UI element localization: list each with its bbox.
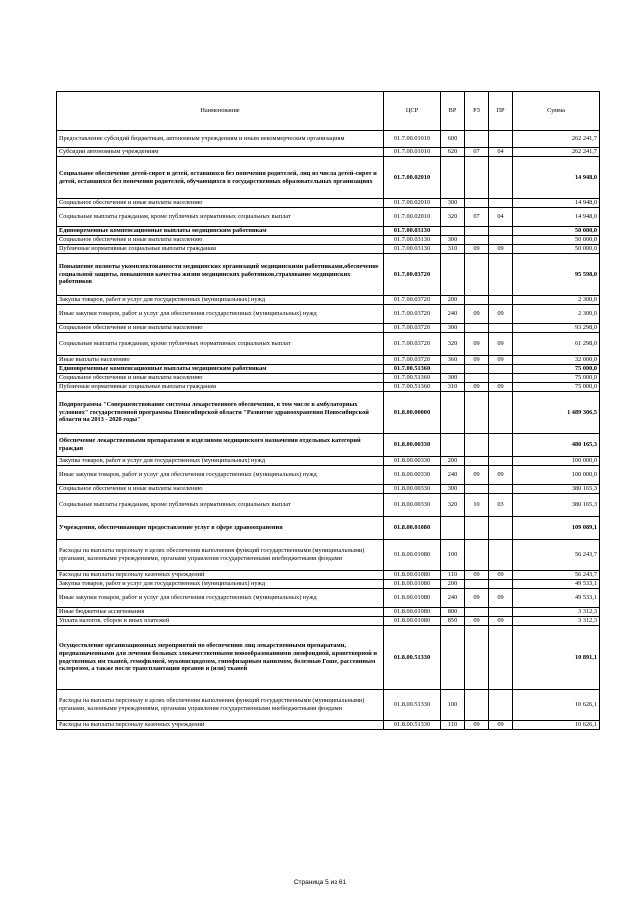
cell-csr: 01.7.00.03720 xyxy=(384,296,441,305)
cell-pr xyxy=(489,365,513,374)
cell-name: Подпрограмма "Совершенствование системы лекарственного обеспечения, в том числе в амбулаторных условиях" государственной программы Новосибирской области "Развитие здравоохранения Новосибирской области на 2013 - 2020 годы" xyxy=(57,392,384,434)
cell-rz xyxy=(465,457,489,466)
cell-sum: 100 000,0 xyxy=(513,457,600,466)
cell-pr xyxy=(489,626,513,690)
cell-pr xyxy=(489,236,513,245)
cell-sum: 56 243,7 xyxy=(513,540,600,571)
cell-sum: 49 533,1 xyxy=(513,580,600,589)
cell-vr xyxy=(441,392,465,434)
table-row xyxy=(57,517,600,540)
cell-rz: 07 xyxy=(465,148,489,157)
cell-csr: 01.7.00.51360 xyxy=(384,383,441,392)
cell-sum: 2 300,0 xyxy=(513,296,600,305)
cell-pr: 09 xyxy=(489,617,513,626)
cell-name: Закупка товаров, работ и услуг для государственных (муниципальных) нужд xyxy=(57,580,384,589)
cell-csr: 01.8.00.51330 xyxy=(384,626,441,690)
cell-sum: 56 243,7 xyxy=(513,571,600,580)
table-row xyxy=(57,589,600,608)
cell-sum: 380 165,3 xyxy=(513,485,600,494)
cell-csr: 01.7.00.03720 xyxy=(384,356,441,365)
cell-rz xyxy=(465,626,489,690)
cell-name: Социальное обеспечение и иные выплаты населению xyxy=(57,485,384,494)
cell-csr: 01.7.00.02010 xyxy=(384,199,441,208)
cell-vr xyxy=(441,365,465,374)
cell-rz xyxy=(465,517,489,540)
cell-vr: 320 xyxy=(441,208,465,227)
cell-pr xyxy=(489,157,513,199)
cell-pr xyxy=(489,131,513,148)
cell-csr: 01.8.00.01080 xyxy=(384,608,441,617)
cell-rz xyxy=(465,690,489,721)
cell-name: Учреждения, обеспечивающие предоставление услуг в сфере здравоохранения xyxy=(57,517,384,540)
cell-vr: 850 xyxy=(441,617,465,626)
cell-name: Единовременные компенсационные выплаты медицинским работникам xyxy=(57,227,384,236)
cell-sum: 50 000,0 xyxy=(513,227,600,236)
cell-vr: 300 xyxy=(441,485,465,494)
cell-rz xyxy=(465,199,489,208)
cell-csr: 01.8.00.00330 xyxy=(384,466,441,485)
cell-name: Иные выплаты населению xyxy=(57,356,384,365)
cell-sum: 262 241,7 xyxy=(513,148,600,157)
table-row xyxy=(57,485,600,494)
cell-rz xyxy=(465,131,489,148)
cell-csr: 01.8.00.00330 xyxy=(384,457,441,466)
header-csr: ЦСР xyxy=(384,92,441,131)
cell-name: Социальные выплаты гражданам, кроме публичных нормативных социальных выплат xyxy=(57,333,384,356)
cell-vr xyxy=(441,157,465,199)
cell-pr: 09 xyxy=(489,356,513,365)
table-row xyxy=(57,457,600,466)
cell-rz xyxy=(465,434,489,457)
cell-csr: 01.8.00.01080 xyxy=(384,540,441,571)
cell-sum: 262 241,7 xyxy=(513,131,600,148)
cell-name: Иные закупки товаров, работ и услуг для обеспечения государственных (муниципальных) нужд xyxy=(57,305,384,324)
cell-csr: 01.7.00.02010 xyxy=(384,157,441,199)
cell-vr: 300 xyxy=(441,199,465,208)
cell-rz xyxy=(465,324,489,333)
cell-csr: 01.8.00.01080 xyxy=(384,517,441,540)
cell-sum: 380 165,3 xyxy=(513,494,600,517)
cell-pr xyxy=(489,434,513,457)
cell-vr: 200 xyxy=(441,580,465,589)
cell-csr: 01.8.00.51330 xyxy=(384,721,441,730)
cell-vr: 200 xyxy=(441,296,465,305)
cell-vr: 800 xyxy=(441,608,465,617)
cell-rz: 09 xyxy=(465,356,489,365)
cell-sum: 49 533,1 xyxy=(513,589,600,608)
cell-name: Расходы на выплаты персоналу казенных учреждений xyxy=(57,721,384,730)
cell-rz xyxy=(465,157,489,199)
cell-csr: 01.8.00.00000 xyxy=(384,392,441,434)
table-row xyxy=(57,333,600,356)
cell-name: Социальное обеспечение и иные выплаты населению xyxy=(57,324,384,333)
cell-name: Единовременные компенсационные выплаты медицинским работникам xyxy=(57,365,384,374)
table-row xyxy=(57,617,600,626)
cell-pr xyxy=(489,517,513,540)
cell-pr xyxy=(489,690,513,721)
cell-name: Закупка товаров, работ и услуг для государственных (муниципальных) нужд xyxy=(57,296,384,305)
table-row xyxy=(57,208,600,227)
cell-name: Социальные выплаты гражданам, кроме публичных нормативных социальных выплат xyxy=(57,208,384,227)
cell-sum: 50 000,0 xyxy=(513,245,600,254)
cell-sum: 480 165,3 xyxy=(513,434,600,457)
cell-pr: 09 xyxy=(489,305,513,324)
cell-name: Повышение полноты укомплектованности медицинских организаций медицинскими работниками,обеспечение социальной защиты, повышения качества жизни медицинских работников,страхование медицинских работников xyxy=(57,254,384,296)
cell-vr xyxy=(441,434,465,457)
cell-csr: 01.7.00.03130 xyxy=(384,236,441,245)
cell-rz xyxy=(465,227,489,236)
cell-pr: 09 xyxy=(489,245,513,254)
cell-csr: 01.8.00.51330 xyxy=(384,690,441,721)
cell-sum: 1 489 306,5 xyxy=(513,392,600,434)
cell-rz xyxy=(465,392,489,434)
cell-name: Закупка товаров, работ и услуг для государственных (муниципальных) нужд xyxy=(57,457,384,466)
table-row xyxy=(57,254,600,296)
cell-pr xyxy=(489,540,513,571)
cell-vr xyxy=(441,517,465,540)
cell-rz: 10 xyxy=(465,494,489,517)
cell-rz: 09 xyxy=(465,305,489,324)
cell-name: Иные закупки товаров, работ и услуг для обеспечения государственных (муниципальных) нужд xyxy=(57,589,384,608)
table-header-row xyxy=(57,92,600,131)
cell-csr: 01.8.00.00330 xyxy=(384,494,441,517)
header-rz: РЗ xyxy=(465,92,489,131)
cell-vr: 100 xyxy=(441,540,465,571)
table-row xyxy=(57,245,600,254)
cell-vr: 310 xyxy=(441,383,465,392)
table-row xyxy=(57,608,600,617)
cell-sum: 32 000,0 xyxy=(513,356,600,365)
table-row xyxy=(57,571,600,580)
table-row xyxy=(57,324,600,333)
cell-vr: 110 xyxy=(441,721,465,730)
cell-rz xyxy=(465,254,489,296)
cell-name: Осуществление организационных мероприятий по обеспечению лиц лекарственными препаратами, предназначенными для лечения больных злокачественными новообразованиями лимфоидной, кроветворной и родственных им тканей, гемофилией, муковисцидозом, гипофизарным нанизмом, болезнью Гоше, рассеянным склерозом, а также после трансплантации органов и (или) тканей xyxy=(57,626,384,690)
cell-name: Уплата налогов, сборов и иных платежей xyxy=(57,617,384,626)
cell-rz: 09 xyxy=(465,245,489,254)
cell-pr xyxy=(489,374,513,383)
cell-pr xyxy=(489,392,513,434)
cell-pr: 03 xyxy=(489,494,513,517)
cell-pr xyxy=(489,608,513,617)
cell-vr: 360 xyxy=(441,356,465,365)
table-row xyxy=(57,356,600,365)
cell-pr xyxy=(489,457,513,466)
cell-name: Расходы на выплаты персоналу в целях обеспечения выполнения функций государственными (муниципальными) органами, казенными учреждениями, органами управления государственными внебюджетными фондами xyxy=(57,690,384,721)
cell-rz xyxy=(465,374,489,383)
cell-vr: 320 xyxy=(441,494,465,517)
cell-name: Социальное обеспечение и иные выплаты населению xyxy=(57,236,384,245)
table-body xyxy=(57,131,600,730)
cell-csr: 01.8.00.00330 xyxy=(384,434,441,457)
cell-csr: 01.8.00.00330 xyxy=(384,485,441,494)
cell-csr: 01.7.00.01010 xyxy=(384,148,441,157)
cell-rz xyxy=(465,236,489,245)
cell-vr: 240 xyxy=(441,466,465,485)
cell-pr: 09 xyxy=(489,571,513,580)
cell-name: Расходы на выплаты персоналу в целях обеспечения выполнения функций государственными (муниципальными) органами, казенными учреждениями, органами управления государственными внебюджетными фондами xyxy=(57,540,384,571)
cell-vr: 300 xyxy=(441,374,465,383)
cell-pr xyxy=(489,199,513,208)
cell-csr: 01.7.00.51360 xyxy=(384,365,441,374)
table-row xyxy=(57,466,600,485)
cell-pr: 09 xyxy=(489,333,513,356)
cell-sum: 10 626,1 xyxy=(513,721,600,730)
cell-rz xyxy=(465,365,489,374)
cell-csr: 01.7.00.03720 xyxy=(384,254,441,296)
cell-vr: 240 xyxy=(441,589,465,608)
cell-rz xyxy=(465,485,489,494)
cell-name: Обеспечение лекарственными препаратами и изделиями медицинского назначения отдельных категорий граждан xyxy=(57,434,384,457)
header-sum: Сумма xyxy=(513,92,600,131)
cell-rz: 09 xyxy=(465,333,489,356)
cell-pr xyxy=(489,296,513,305)
cell-vr xyxy=(441,254,465,296)
cell-vr: 100 xyxy=(441,690,465,721)
cell-pr: 04 xyxy=(489,148,513,157)
cell-rz xyxy=(465,540,489,571)
header-vr: ВР xyxy=(441,92,465,131)
table-row xyxy=(57,148,600,157)
cell-sum: 75 000,0 xyxy=(513,365,600,374)
cell-csr: 01.7.00.01010 xyxy=(384,131,441,148)
cell-sum: 61 298,0 xyxy=(513,333,600,356)
cell-vr: 300 xyxy=(441,324,465,333)
cell-sum: 3 312,3 xyxy=(513,608,600,617)
cell-pr xyxy=(489,254,513,296)
cell-vr: 320 xyxy=(441,333,465,356)
cell-name: Иные закупки товаров, работ и услуг для обеспечения государственных (муниципальных) нужд xyxy=(57,466,384,485)
cell-csr: 01.7.00.03720 xyxy=(384,324,441,333)
table-row xyxy=(57,721,600,730)
table-row xyxy=(57,540,600,571)
cell-sum: 10 626,1 xyxy=(513,690,600,721)
table-row xyxy=(57,305,600,324)
cell-vr: 600 xyxy=(441,131,465,148)
cell-sum: 75 000,0 xyxy=(513,374,600,383)
cell-rz: 09 xyxy=(465,721,489,730)
cell-sum: 14 948,0 xyxy=(513,157,600,199)
cell-pr: 09 xyxy=(489,589,513,608)
cell-vr: 200 xyxy=(441,457,465,466)
cell-pr xyxy=(489,485,513,494)
cell-csr: 01.7.00.03130 xyxy=(384,245,441,254)
cell-sum: 100 000,0 xyxy=(513,466,600,485)
cell-csr: 01.7.00.51360 xyxy=(384,374,441,383)
cell-rz xyxy=(465,608,489,617)
cell-csr: 01.8.00.01080 xyxy=(384,580,441,589)
cell-name: Социальное обеспечение и иные выплаты населению xyxy=(57,374,384,383)
header-pr: ПР xyxy=(489,92,513,131)
cell-pr: 09 xyxy=(489,383,513,392)
table-row xyxy=(57,199,600,208)
cell-sum: 93 298,0 xyxy=(513,324,600,333)
cell-pr xyxy=(489,227,513,236)
table-row xyxy=(57,690,600,721)
cell-csr: 01.8.00.01080 xyxy=(384,589,441,608)
cell-name: Субсидии автономным учреждениям xyxy=(57,148,384,157)
table-row xyxy=(57,626,600,690)
table-row xyxy=(57,494,600,517)
cell-vr: 620 xyxy=(441,148,465,157)
cell-csr: 01.7.00.02010 xyxy=(384,208,441,227)
budget-table xyxy=(56,91,600,730)
table-row xyxy=(57,296,600,305)
table-row xyxy=(57,392,600,434)
cell-sum: 109 089,1 xyxy=(513,517,600,540)
cell-vr: 110 xyxy=(441,571,465,580)
cell-pr: 09 xyxy=(489,466,513,485)
cell-rz: 09 xyxy=(465,589,489,608)
cell-sum: 95 598,0 xyxy=(513,254,600,296)
cell-csr: 01.8.00.01080 xyxy=(384,571,441,580)
cell-name: Социальное обеспечение и иные выплаты населению xyxy=(57,199,384,208)
cell-pr xyxy=(489,580,513,589)
cell-vr xyxy=(441,626,465,690)
cell-sum: 2 300,0 xyxy=(513,305,600,324)
cell-rz: 09 xyxy=(465,571,489,580)
cell-name: Публичные нормативные социальные выплаты гражданам xyxy=(57,245,384,254)
table-row xyxy=(57,227,600,236)
cell-sum: 50 000,0 xyxy=(513,236,600,245)
table-row xyxy=(57,580,600,589)
table-row xyxy=(57,374,600,383)
cell-vr: 310 xyxy=(441,245,465,254)
cell-name: Иные бюджетные ассигнования xyxy=(57,608,384,617)
cell-pr: 09 xyxy=(489,721,513,730)
table-row xyxy=(57,236,600,245)
cell-name: Расходы на выплаты персоналу казенных учреждений xyxy=(57,571,384,580)
cell-name: Публичные нормативные социальные выплаты гражданам xyxy=(57,383,384,392)
table-row xyxy=(57,365,600,374)
cell-rz: 09 xyxy=(465,617,489,626)
table-row xyxy=(57,434,600,457)
cell-sum: 14 948,0 xyxy=(513,208,600,227)
cell-pr xyxy=(489,324,513,333)
cell-rz xyxy=(465,296,489,305)
table-row xyxy=(57,383,600,392)
cell-rz xyxy=(465,580,489,589)
cell-sum: 14 948,0 xyxy=(513,199,600,208)
cell-sum: 10 891,1 xyxy=(513,626,600,690)
cell-sum: 3 312,3 xyxy=(513,617,600,626)
cell-sum: 75 000,0 xyxy=(513,383,600,392)
table-row xyxy=(57,157,600,199)
cell-name: Социальные выплаты гражданам, кроме публичных нормативных социальных выплат xyxy=(57,494,384,517)
cell-rz: 09 xyxy=(465,383,489,392)
cell-name: Социальное обеспечение детей-сирот и детей, оставшихся без попечения родителей, лиц из числа детей-сирот и детей, оставшихся без попечения родителей, обучающихся в государственных образовательных организациях xyxy=(57,157,384,199)
cell-csr: 01.7.00.03720 xyxy=(384,333,441,356)
table-row xyxy=(57,131,600,148)
page-number: Страница 5 из 61 xyxy=(293,879,347,886)
header-name: Наименование xyxy=(57,92,384,131)
cell-csr: 01.8.00.01080 xyxy=(384,617,441,626)
cell-vr: 300 xyxy=(441,236,465,245)
cell-csr: 01.7.00.03130 xyxy=(384,227,441,236)
cell-rz: 09 xyxy=(465,466,489,485)
cell-csr: 01.7.00.03720 xyxy=(384,305,441,324)
cell-rz: 07 xyxy=(465,208,489,227)
cell-vr xyxy=(441,227,465,236)
cell-vr: 240 xyxy=(441,305,465,324)
cell-pr: 04 xyxy=(489,208,513,227)
cell-name: Предоставление субсидий бюджетным, автономным учреждениям и иным некоммерческим организациям xyxy=(57,131,384,148)
